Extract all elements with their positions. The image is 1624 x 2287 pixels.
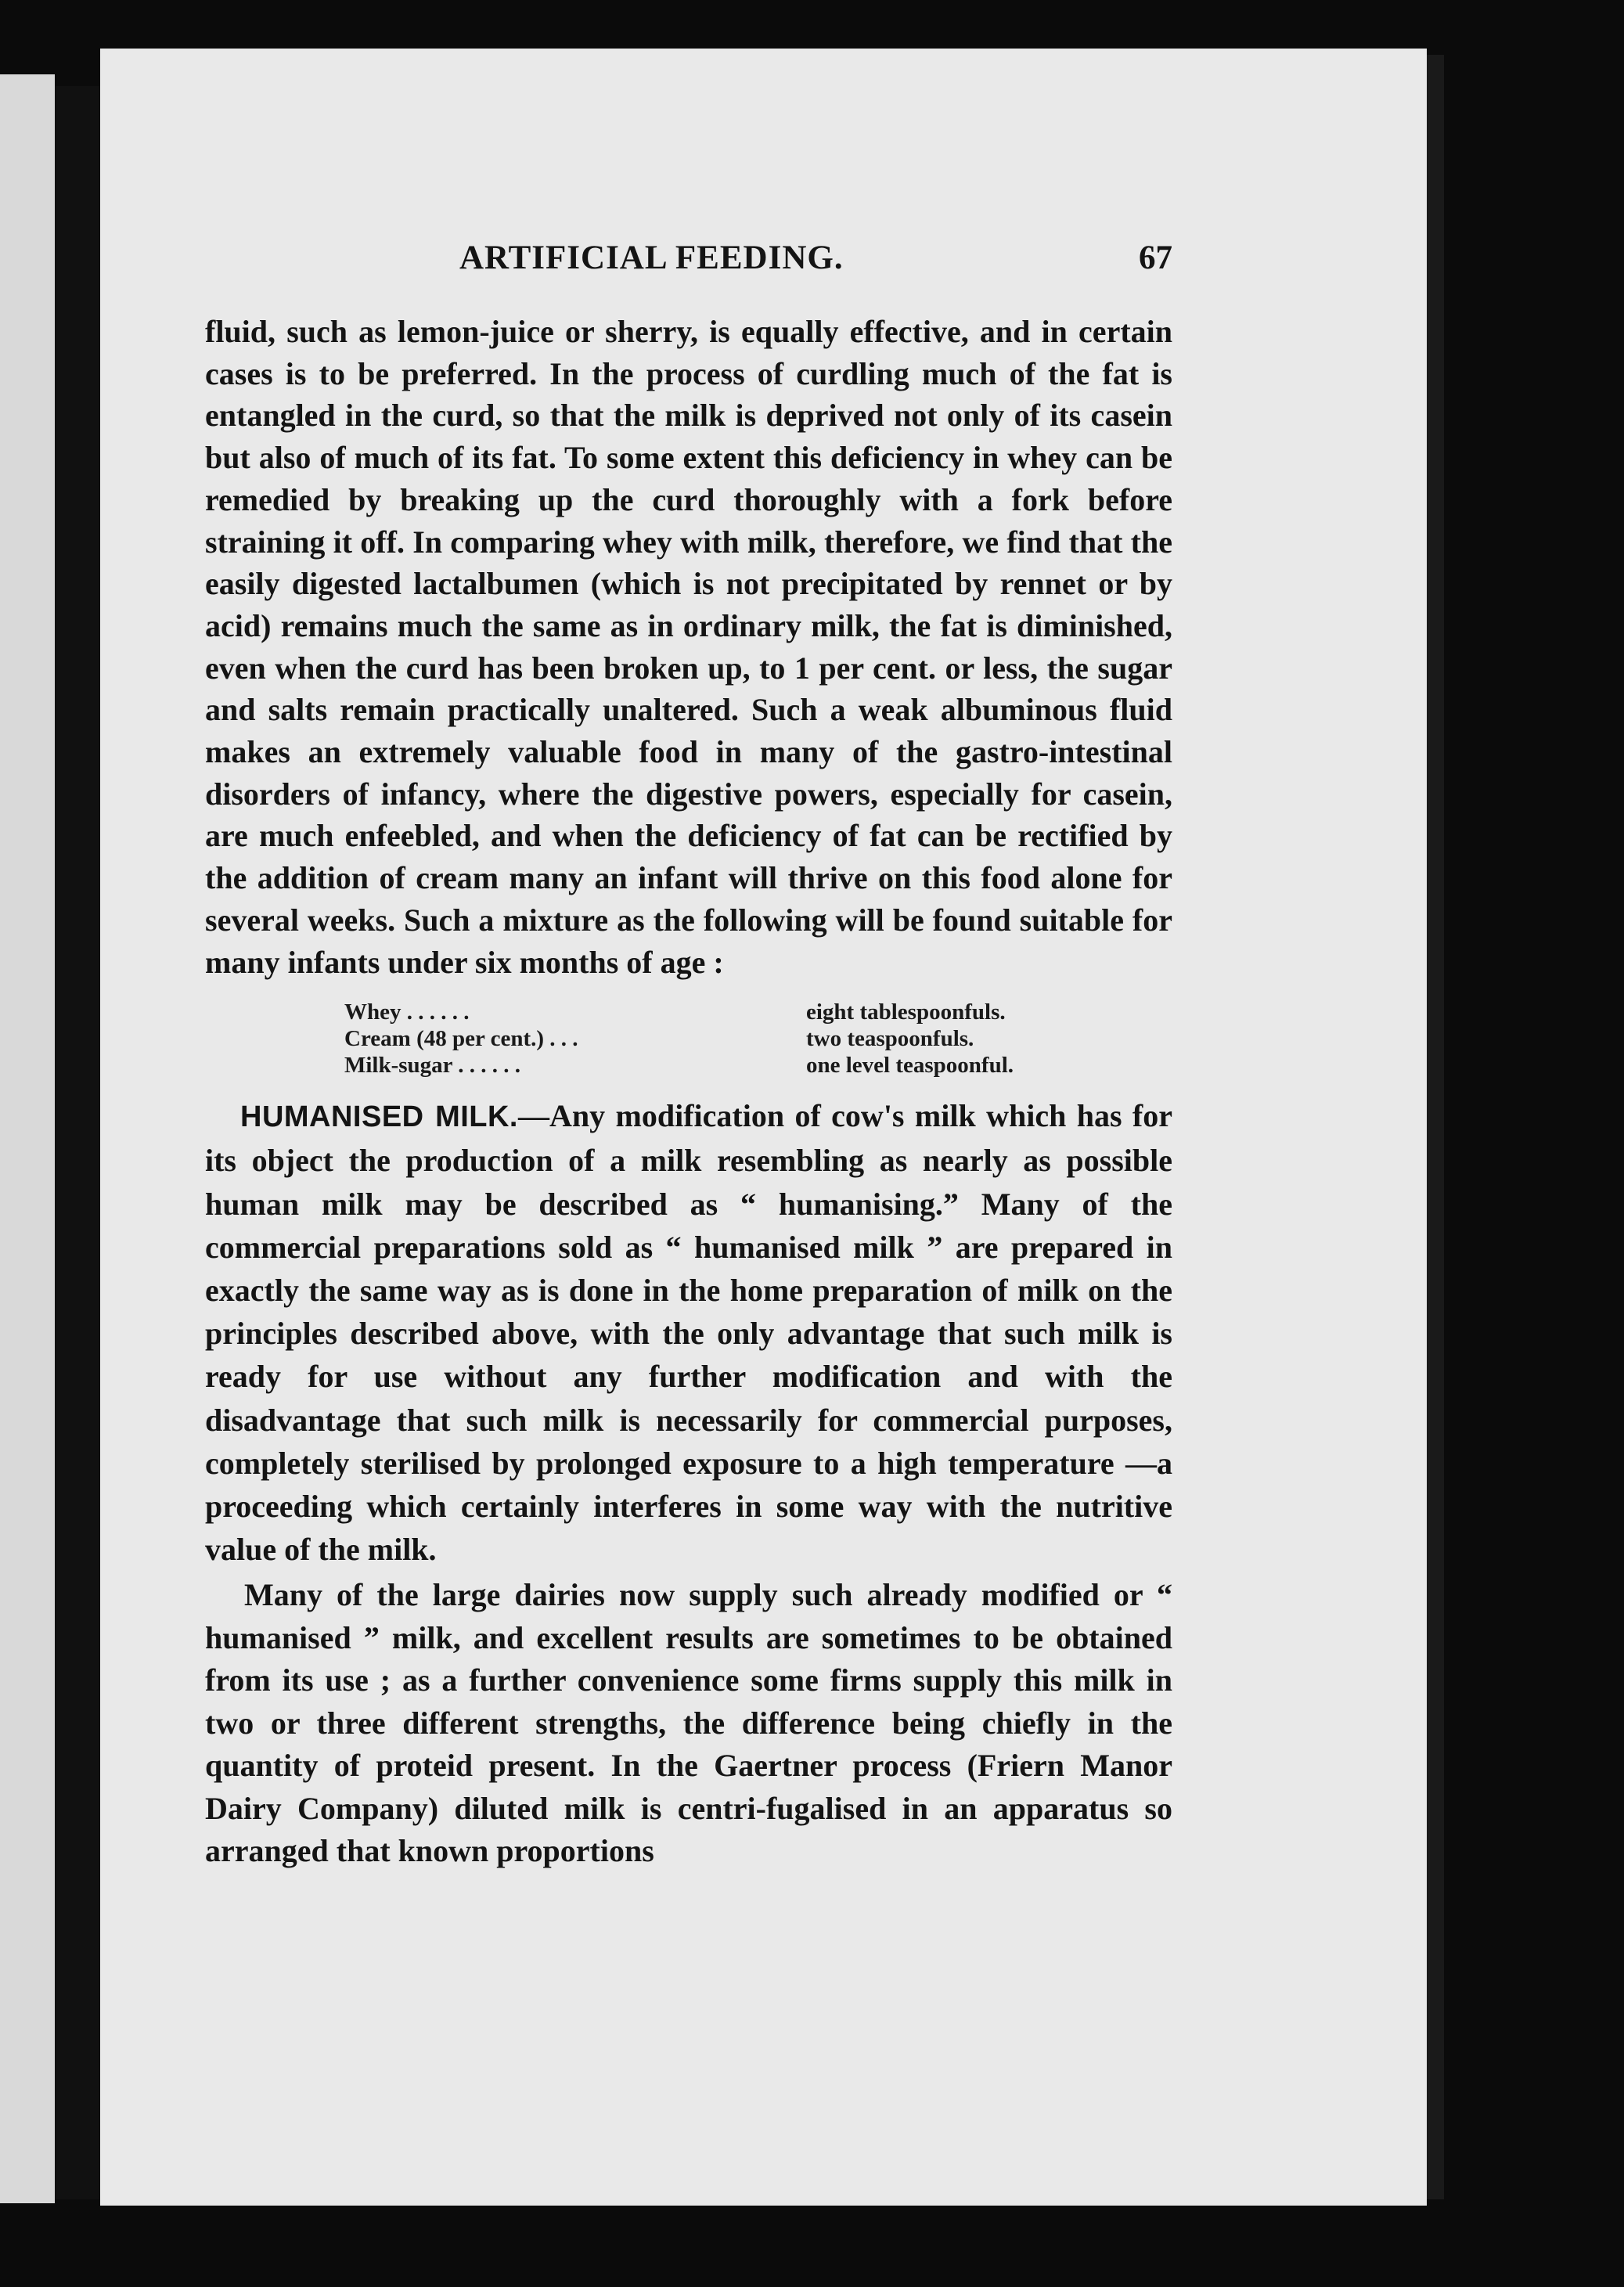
paragraph-dairies: Many of the large dairies now supply such already modified or “ humanised ” milk, and excellent results are sometimes to be obtained from its use ; as a further convenience some firms supply this milk in two or three different strengths, the difference being chiefly in the quantity of proteid present. In the Gaertner process (Friern Manor Dairy Company) diluted milk is centri-fugalised in an apparatus so arranged that known proportions bbox=[205, 1577, 1172, 1869]
recipe-ingredient: Cream (48 per cent.) . . . bbox=[344, 1026, 578, 1052]
section-body: —Any modification of cow's milk which has for its object the production of a milk resembling as nearly as possible human milk may be described as “ humanising.” Many of the commercial preparations sold as “ humanised milk ” are prepared in exactly the same way as is done in the home preparation of milk on the principles described above, with the only advantage that such milk is ready for use without any further modification and with the disadvantage that such milk is necessarily for commercial purposes, completely sterilised by prolonged exposure to a high temperature —a proceeding which certainly interferes in some way with the nutritive value of the milk. bbox=[205, 1098, 1172, 1568]
page-edge-shadow bbox=[1427, 55, 1444, 2199]
recipe-row bbox=[344, 1025, 1014, 1052]
body-text bbox=[205, 311, 1172, 1873]
section-heading: HUMANISED MILK. bbox=[240, 1100, 518, 1134]
recipe-amount: two teaspoonfuls. bbox=[806, 1026, 974, 1052]
paragraph-humanised-milk bbox=[205, 1094, 1172, 1571]
recipe-amount: eight tablespoonfuls. bbox=[806, 999, 1006, 1025]
page-number: 67 bbox=[1139, 240, 1172, 276]
recipe-row bbox=[344, 999, 1014, 1025]
running-head bbox=[205, 239, 1172, 286]
book-gutter bbox=[55, 86, 102, 2199]
paragraph-whey: fluid, such as lemon-juice or sherry, is equally effective, and in certain cases is to be preferred. In the process of curdling much of the fat is entangled in the curd, so that the milk is deprived not only of its casein but also of much of its fat. To some extent this deficiency in whey can be remedied by breaking up the curd thoroughly with a fork before straining it off. In comparing whey with milk, therefore, we find that the easily digested lactalbumen (which is not precipitated by rennet or by acid) remains much the same as in ordinary milk, the fat is diminished, even when the curd has been broken up, to 1 per cent. or less, the sugar and salts remain practically unaltered. Such a weak albuminous fluid makes an extremely valuable food in many of the gastro-intestinal disorders of infancy, where the digestive powers, especially for casein, are much enfeebled, and when the deficiency of fat can be rectified by the addition of cream many an infant will thrive on this food alone for several weeks. Such a mixture as the following will be found suitable for many infants under six months of age : bbox=[205, 314, 1172, 980]
recipe-ingredient: Milk-sugar . . . . . . bbox=[344, 1053, 521, 1079]
recipe-ingredient: Whey . . . . . . bbox=[344, 999, 470, 1025]
recipe-row bbox=[344, 1052, 1014, 1079]
recipe-amount: one level teaspoonful. bbox=[806, 1053, 1014, 1079]
running-title: ARTIFICIAL FEEDING. bbox=[459, 240, 844, 276]
recipe-table bbox=[344, 999, 1014, 1079]
facing-page-edge bbox=[0, 74, 55, 2203]
